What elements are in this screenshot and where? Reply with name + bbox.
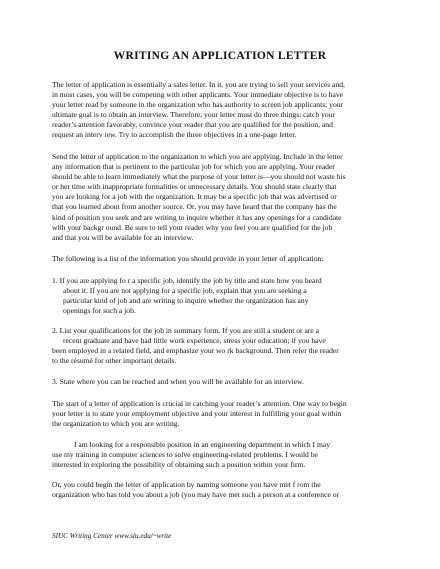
text-line: 3. State where you can be reached and when you will be available for an interview.: [52, 377, 304, 386]
paragraph-alternative-opening: [52, 480, 392, 500]
page-title: WRITING AN APPLICATION LETTER: [113, 50, 327, 62]
text-line: your letter read by someone in the organization who has authority to screen job applicants; your: [52, 100, 344, 110]
list-item-1: [52, 276, 392, 316]
text-line: about it. If you are not applying for a specific job, explain that you are seeking a: [63, 286, 307, 296]
list-item-3: [52, 377, 392, 387]
text-line: recent graduate and have had little work experience, stress your education; if you have: [63, 336, 326, 346]
text-line: kind of position you seek and are writing to inquire whether it has any openings for a candidate: [52, 212, 342, 222]
text-line: the organization to which you are writing.: [52, 419, 180, 429]
list-item-2: [52, 326, 392, 366]
paragraph-letter-start: [52, 399, 392, 429]
text-line: 2. List your qualifications for the job in summary form. If you are still a student or are a: [52, 326, 319, 335]
text-line: you are looking for a job with the organization. It may be a specific job that was advertised or: [52, 192, 337, 202]
text-line: in most cases, you will be competing with other applicants. Your immediate objective is to have: [52, 90, 344, 100]
paragraph-example-quote: [52, 440, 392, 470]
text-line: and that you will be available for an interview.: [52, 232, 194, 242]
text-line: I am looking for a responsible position in an engineering department in which I may: [74, 440, 331, 449]
paragraph-list-intro: [52, 254, 392, 264]
text-line: The start of a letter of application is crucial in catching your reader’s attention. One way to begin: [52, 399, 347, 408]
text-line: should be able to learn immediately what the purpose of your letter is—you should not waste his: [52, 172, 346, 182]
paragraph-intro: [52, 80, 392, 141]
text-line: reader’s attention favorably, convince your reader that you are qualified for the position, and: [52, 120, 333, 130]
text-line: that you learned about from another source. Or, you may have heard that the company has the: [52, 202, 337, 212]
text-line: been employed in a related field, and emphasize your wo rk background. Then refer the reader: [52, 346, 339, 356]
text-line: interested in exploring the possibility of obtaining such a position within your firm.: [52, 460, 306, 470]
text-line: Send the letter of application to the organization to which you are applying. Include in the letter: [52, 152, 343, 161]
text-line: Or, you could begin the letter of application by naming someone you have met f rom the: [52, 480, 321, 489]
text-line: particular kind of job and are writing to inquire whether the organization has any: [63, 296, 309, 306]
text-line: any information that is pertinent to the particular job for which you are applying. Your reader: [52, 162, 335, 172]
text-line: with your backgr ound. Be sure to tell your reader why you feel you are qualified for the job: [52, 222, 333, 232]
text-line: your letter is to state your employment objective and your interest in fulfilling your goal within: [52, 409, 342, 419]
text-line: ultimate goal is to obtain an interview. Therefore, your letter must do three things: catch your: [52, 110, 335, 120]
text-line: The following is a list of the information you should provide in your letter of application:: [52, 254, 324, 263]
text-line: to the résumé for other important details.: [52, 356, 177, 366]
paragraph-send-letter: [52, 152, 392, 243]
text-line: The letter of application is essentially a sales letter. In it, you are trying to sell your services and,: [52, 80, 345, 89]
text-line: request an interv iew. Try to accomplish the three objectives in a one-page letter.: [52, 130, 297, 140]
text-line: organization who has told you about a job (you may have met such a person at a conference or: [52, 490, 340, 500]
text-line: or her time with inappropriate formalities or unnecessary details. You should state clearly that: [52, 182, 337, 192]
text-line: 1. If you are applying fo r a specific job, identify the job by title and state how you heard: [52, 276, 322, 285]
text-line: use my training in computer sciences to solve engineering-related problems. I would be: [52, 450, 318, 460]
page-footer: SIUC Writing Center www.siu.edu/~write: [52, 532, 172, 540]
text-line: openings for such a job.: [63, 306, 136, 316]
